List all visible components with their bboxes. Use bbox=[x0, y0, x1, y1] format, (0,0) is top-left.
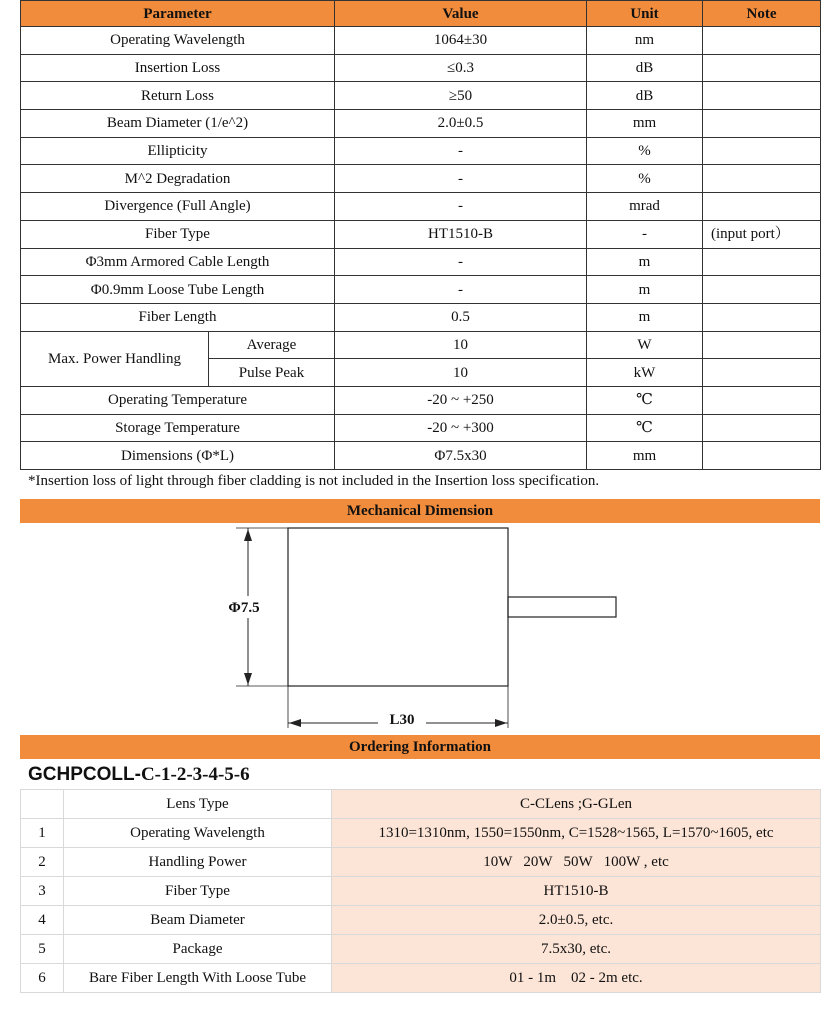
param-note bbox=[703, 82, 821, 110]
spec-row bbox=[21, 137, 821, 165]
param-unit: dB bbox=[587, 54, 703, 82]
order-value: 1310=1310nm, 1550=1550nm, C=1528~1565, L=1570~1605, etc bbox=[332, 819, 821, 848]
part-code-suffix: C-1-2-3-4-5-6 bbox=[140, 764, 250, 785]
collimator-body bbox=[288, 528, 508, 686]
spec-row bbox=[21, 414, 821, 442]
param-name: Fiber Length bbox=[21, 303, 335, 331]
param-name: Φ3mm Armored Cable Length bbox=[21, 248, 335, 276]
param-unit: m bbox=[587, 303, 703, 331]
spec-row bbox=[21, 27, 821, 55]
order-value: 7.5x30, etc. bbox=[332, 935, 821, 964]
param-value: - bbox=[335, 248, 587, 276]
param-note: (input port） bbox=[703, 220, 821, 248]
param-name: Divergence (Full Angle) bbox=[21, 193, 335, 221]
param-value: - bbox=[335, 165, 587, 193]
header-parameter: Parameter bbox=[21, 1, 335, 27]
order-row bbox=[21, 964, 821, 993]
param-unit: - bbox=[587, 220, 703, 248]
order-row bbox=[21, 906, 821, 935]
param-note bbox=[703, 276, 821, 304]
param-name: Dimensions (Φ*L) bbox=[21, 442, 335, 470]
param-unit: m bbox=[587, 248, 703, 276]
param-note bbox=[703, 359, 821, 387]
order-row bbox=[21, 848, 821, 877]
param-note bbox=[703, 303, 821, 331]
order-name: Operating Wavelength bbox=[64, 819, 332, 848]
spec-row bbox=[21, 220, 821, 248]
param-value: - bbox=[335, 193, 587, 221]
param-unit: mm bbox=[587, 442, 703, 470]
param-name: Operating Wavelength bbox=[21, 27, 335, 55]
fiber-stub bbox=[508, 597, 616, 617]
order-value: 10W 20W 50W 100W , etc bbox=[332, 848, 821, 877]
param-unit: ℃ bbox=[587, 414, 703, 442]
param-name: Operating Temperature bbox=[21, 386, 335, 414]
footnote: *Insertion loss of light through fiber cladding is not included in the Insertion loss specification. bbox=[28, 473, 600, 489]
header-note: Note bbox=[703, 1, 821, 27]
param-unit: nm bbox=[587, 27, 703, 55]
order-value: 2.0±0.5, etc. bbox=[332, 906, 821, 935]
param-value: - bbox=[335, 137, 587, 165]
order-row bbox=[21, 819, 821, 848]
spec-row bbox=[21, 442, 821, 470]
power-average-label: Average bbox=[209, 331, 335, 359]
param-value: -20 ~ +300 bbox=[335, 414, 587, 442]
param-note bbox=[703, 54, 821, 82]
diameter-label: Φ7.5 bbox=[228, 600, 260, 616]
param-name: Fiber Type bbox=[21, 220, 335, 248]
param-value: ≤0.3 bbox=[335, 54, 587, 82]
param-name: Insertion Loss bbox=[21, 54, 335, 82]
param-note bbox=[703, 331, 821, 359]
param-value: - bbox=[335, 276, 587, 304]
param-name: Ellipticity bbox=[21, 137, 335, 165]
header-unit: Unit bbox=[587, 1, 703, 27]
order-index: 4 bbox=[21, 906, 64, 935]
order-value: HT1510-B bbox=[332, 877, 821, 906]
order-name: Package bbox=[64, 935, 332, 964]
power-peak-label: Pulse Peak bbox=[209, 359, 335, 387]
order-index: 3 bbox=[21, 877, 64, 906]
param-name: Beam Diameter (1/e^2) bbox=[21, 110, 335, 138]
spec-row-power-average bbox=[21, 331, 821, 359]
arrow-left-icon bbox=[289, 719, 301, 727]
param-note bbox=[703, 165, 821, 193]
param-value: ≥50 bbox=[335, 82, 587, 110]
spec-row bbox=[21, 165, 821, 193]
header-value: Value bbox=[335, 1, 587, 27]
param-note bbox=[703, 27, 821, 55]
param-note bbox=[703, 414, 821, 442]
param-unit: mm bbox=[587, 110, 703, 138]
param-note bbox=[703, 137, 821, 165]
order-value: C-CLens ;G-GLen bbox=[332, 790, 821, 819]
order-index: 6 bbox=[21, 964, 64, 993]
order-row bbox=[21, 790, 821, 819]
param-note bbox=[703, 248, 821, 276]
power-handling-label: Max. Power Handling bbox=[21, 331, 209, 386]
param-unit: % bbox=[587, 165, 703, 193]
mechanical-dimension-banner: Mechanical Dimension bbox=[20, 499, 820, 523]
arrow-down-icon bbox=[244, 673, 252, 685]
order-value: 01 - 1m 02 - 2m etc. bbox=[332, 964, 821, 993]
param-unit: dB bbox=[587, 82, 703, 110]
part-code-prefix: GCHPCOLL- bbox=[28, 764, 141, 785]
param-name: Return Loss bbox=[21, 82, 335, 110]
param-name: Φ0.9mm Loose Tube Length bbox=[21, 276, 335, 304]
ordering-table bbox=[20, 789, 821, 993]
spec-row bbox=[21, 110, 821, 138]
param-unit: mrad bbox=[587, 193, 703, 221]
order-index bbox=[21, 790, 64, 819]
order-row bbox=[21, 877, 821, 906]
power-peak-unit: kW bbox=[587, 359, 703, 387]
order-name: Lens Type bbox=[64, 790, 332, 819]
param-value: HT1510-B bbox=[335, 220, 587, 248]
spec-table bbox=[20, 0, 821, 470]
spec-row bbox=[21, 276, 821, 304]
power-average-unit: W bbox=[587, 331, 703, 359]
param-name: M^2 Degradation bbox=[21, 165, 335, 193]
order-name: Beam Diameter bbox=[64, 906, 332, 935]
param-value: Φ7.5x30 bbox=[335, 442, 587, 470]
order-name: Fiber Type bbox=[64, 877, 332, 906]
param-value: 1064±30 bbox=[335, 27, 587, 55]
spec-row bbox=[21, 54, 821, 82]
param-note bbox=[703, 442, 821, 470]
arrow-right-icon bbox=[495, 719, 507, 727]
order-index: 5 bbox=[21, 935, 64, 964]
param-note bbox=[703, 110, 821, 138]
order-index: 2 bbox=[21, 848, 64, 877]
spec-row bbox=[21, 303, 821, 331]
param-name: Storage Temperature bbox=[21, 414, 335, 442]
power-peak-value: 10 bbox=[335, 359, 587, 387]
part-code bbox=[28, 764, 250, 786]
ordering-information-banner: Ordering Information bbox=[20, 735, 820, 759]
spec-row bbox=[21, 82, 821, 110]
param-value: 0.5 bbox=[335, 303, 587, 331]
order-name: Bare Fiber Length With Loose Tube bbox=[64, 964, 332, 993]
order-index: 1 bbox=[21, 819, 64, 848]
order-row bbox=[21, 935, 821, 964]
mechanical-drawing bbox=[0, 523, 839, 735]
spec-row bbox=[21, 248, 821, 276]
param-note bbox=[703, 386, 821, 414]
param-unit: m bbox=[587, 276, 703, 304]
param-value: 2.0±0.5 bbox=[335, 110, 587, 138]
spec-header-row bbox=[21, 1, 821, 27]
power-average-value: 10 bbox=[335, 331, 587, 359]
param-unit: % bbox=[587, 137, 703, 165]
length-label: L30 bbox=[389, 712, 415, 728]
spec-row bbox=[21, 386, 821, 414]
param-value: -20 ~ +250 bbox=[335, 386, 587, 414]
arrow-up-icon bbox=[244, 529, 252, 541]
order-name: Handling Power bbox=[64, 848, 332, 877]
param-note bbox=[703, 193, 821, 221]
spec-row bbox=[21, 193, 821, 221]
param-unit: ℃ bbox=[587, 386, 703, 414]
